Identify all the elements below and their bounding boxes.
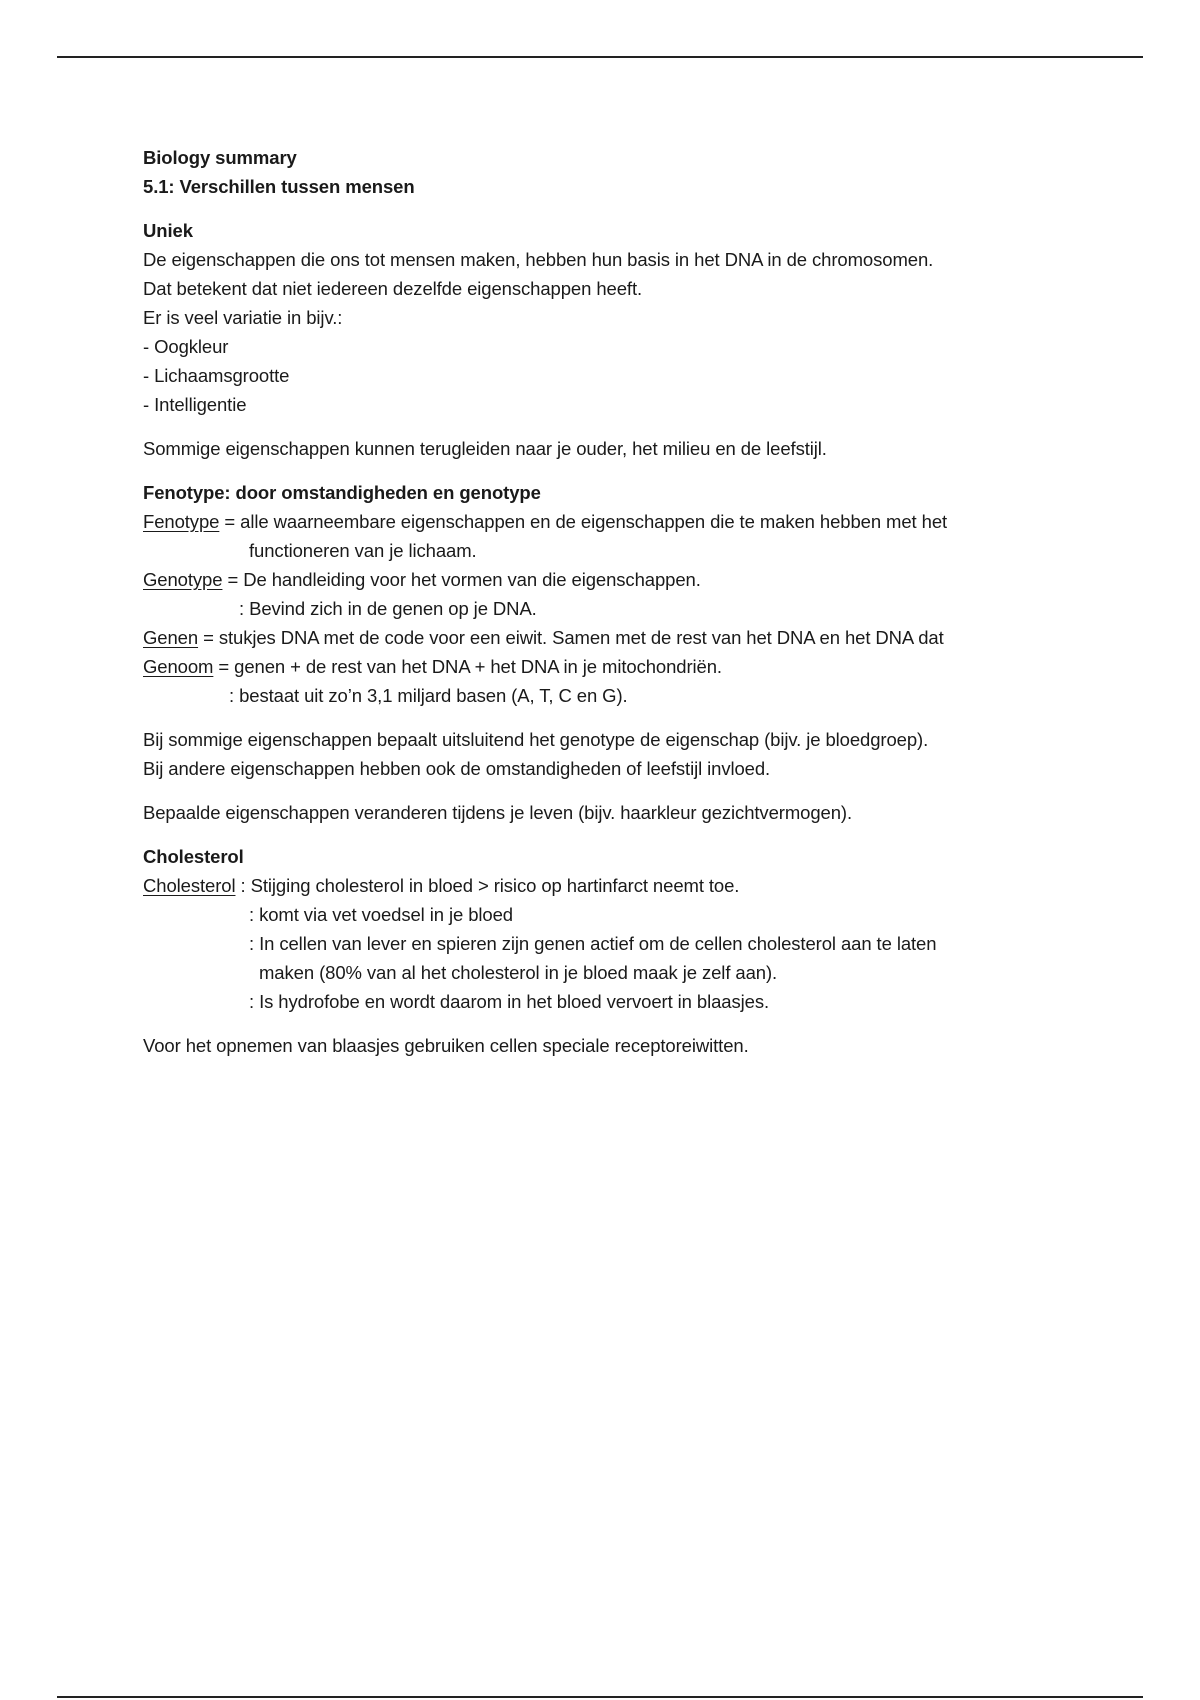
document-body [143, 143, 1083, 1060]
document-title: Biology summary [143, 147, 297, 168]
definition-continuation: functioneren van je lichaam. [249, 540, 477, 561]
uniek-line: De eigenschappen die ons tot mensen maken, hebben hun basis in het DNA in de chromosomen. [143, 249, 934, 270]
paragraph-line: Bij sommige eigenschappen bepaalt uitsluitend het genotype de eigenschap (bijv. je bloedgroep). [143, 729, 929, 750]
uniek-list-item: - Oogkleur [143, 336, 229, 357]
term-genoom: Genoom [143, 656, 214, 677]
cholesterol-note: Voor het opnemen van blaasjes gebruiken cellen speciale receptoreiwitten. [143, 1035, 749, 1056]
definition-continuation: maken (80% van al het cholesterol in je bloed maak je zelf aan). [259, 962, 778, 983]
term-genen: Genen [143, 627, 199, 648]
definition-continuation: : Bevind zich in de genen op je DNA. [239, 598, 537, 619]
definition-text: = stukjes DNA met de code voor een eiwit. Samen met de rest van het DNA en het DNA dat [198, 627, 944, 648]
definition-text: = De handleiding voor het vormen van die eigenschappen. [222, 569, 701, 590]
uniek-list-item: - Lichaamsgrootte [143, 365, 290, 386]
paragraph-line: Bepaalde eigenschappen veranderen tijdens je leven (bijv. haarkleur gezichtvermogen). [143, 802, 852, 823]
definition-continuation: : bestaat uit zo’n 3,1 miljard basen (A, T, C en G). [229, 685, 628, 706]
definition-continuation: : In cellen van lever en spieren zijn genen actief om de cellen cholesterol aan te laten [249, 933, 937, 954]
definition-continuation: : komt via vet voedsel in je bloed [249, 904, 513, 925]
term-fenotype: Fenotype [143, 511, 220, 532]
definition-text: = genen + de rest van het DNA + het DNA in je mitochondriën. [213, 656, 722, 677]
uniek-list-item: - Intelligentie [143, 394, 247, 415]
footer-rule [57, 1696, 1143, 1698]
definition-cholesterol [143, 871, 1083, 900]
uniek-line: Dat betekent dat niet iedereen dezelfde eigenschappen heeft. [143, 278, 643, 299]
header-rule [57, 56, 1143, 58]
term-cholesterol: Cholesterol [143, 875, 236, 896]
section-heading-cholesterol: Cholesterol [143, 846, 244, 867]
paragraph-line: Bij andere eigenschappen hebben ook de omstandigheden of leefstijl invloed. [143, 758, 771, 779]
definition-text: = alle waarneembare eigenschappen en de eigenschappen die te maken hebben met het [219, 511, 948, 532]
definition-genen [143, 623, 1083, 652]
definition-genoom [143, 652, 1083, 681]
term-genotype: Genotype [143, 569, 223, 590]
chapter-heading: 5.1: Verschillen tussen mensen [143, 176, 415, 197]
definition-fenotype [143, 507, 1083, 536]
definition-text: : Stijging cholesterol in bloed > risico op hartinfarct neemt toe. [235, 875, 740, 896]
section-heading-uniek: Uniek [143, 220, 193, 241]
definition-continuation: : Is hydrofobe en wordt daarom in het bloed vervoert in blaasjes. [249, 991, 770, 1012]
section-heading-fenotype: Fenotype: door omstandigheden en genotype [143, 482, 541, 503]
uniek-note: Sommige eigenschappen kunnen terugleiden naar je ouder, het milieu en de leefstijl. [143, 438, 827, 459]
uniek-line: Er is veel variatie in bijv.: [143, 307, 343, 328]
definition-genotype [143, 565, 1083, 594]
